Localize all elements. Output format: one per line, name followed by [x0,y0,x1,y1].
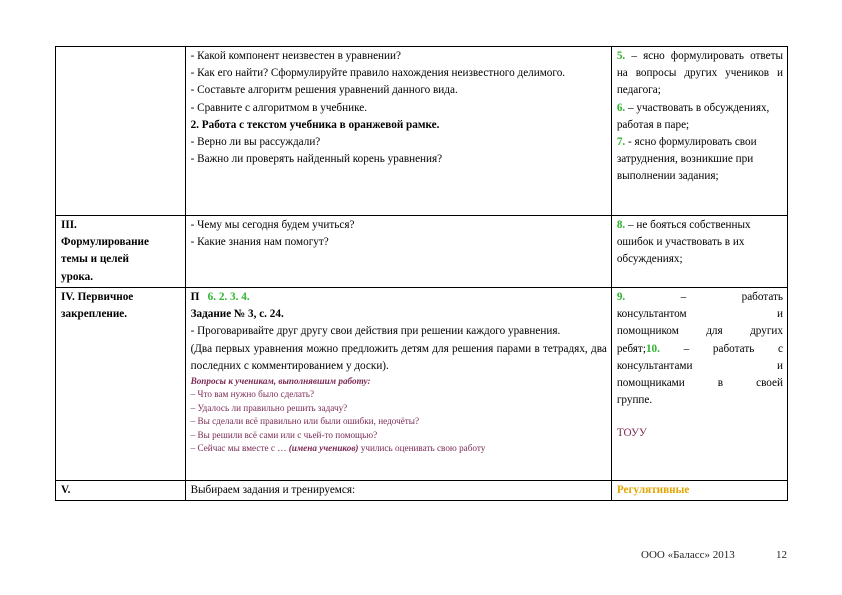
footer-page-number: 12 [776,549,787,561]
criteria-cell [611,216,787,288]
content-line: Выбираем задания и тренируемся: [190,484,356,496]
content-line: - Чему мы сегодня будем учиться? [190,219,355,231]
stage-line: V. [61,484,71,496]
criteria-text: – не бояться собственных ошибок и участвовать в их обсуждениях; [616,219,751,266]
criteria-item [617,134,783,186]
content-cell [185,288,611,481]
criteria-number: 7. [616,136,626,149]
stage-cell [56,481,186,501]
criteria-number: 8. [616,219,626,231]
criteria-text: группе. [616,394,653,407]
table-row [56,216,788,288]
stage-line: IV. Первичное [61,291,134,303]
criteria-text: консультантами и [616,359,783,372]
content-line: - Верно ли вы рассуждали? [190,136,321,149]
criteria-tag: ТОУУ [616,427,647,440]
stage-line: урока. [61,270,94,283]
criteria-number: 6. [616,101,626,114]
criteria-text: – участвовать в обсуждениях, работая в паре; [616,101,770,131]
stage-line: закрепление. [61,308,128,321]
stage-line: темы и целей [61,253,129,266]
stage-cell [56,288,186,481]
criteria-cell [611,47,787,216]
content-line: - Какие знания нам помогут? [190,236,329,249]
content-line: - Сравните с алгоритмом в учебнике. [190,101,367,114]
stage-cell [56,216,186,288]
content-heading: 2. Работа с текстом учебника в оранжевой рамке. [190,118,440,131]
criteria-number: 5. [616,50,626,62]
question-item [191,442,607,455]
question-item: – Что вам нужно было сделать? [190,389,315,400]
stage-line: Формулирование [61,236,149,249]
criteria-text: помощником для других [616,325,783,338]
content-line: (Два первых уравнения можно предложить детям для решения парами в тетрадях, два последних с комментированием у доски). [190,342,607,372]
criteria-text: консультантом и [616,308,783,321]
spacer [617,409,783,425]
criteria-number: 9. [616,291,626,303]
question-item: – Вы сделали всё правильно или были ошибки, недочёты? [190,416,420,427]
content-line: - Составьте алгоритм решения уравнений данного вида. [190,84,458,97]
criteria-text: - ясно формулировать свои затруднения, возникшие при выполнении задания; [616,136,757,183]
criteria-item [617,341,783,358]
content-line: - Проговаривайте друг другу свои действия при решении каждого уравнения. [190,325,561,338]
criteria-item [617,289,783,306]
table-row [56,481,788,501]
table-row [56,288,788,481]
content-line: - Важно ли проверять найденный корень уравнения? [190,153,443,166]
footer-company: ООО «Баласс» 2013 [641,549,735,561]
stage-cell [56,47,186,216]
criteria-text: – работать с [659,342,783,355]
content-line: - Какой компонент неизвестен в уравнении? [190,50,401,62]
task-title: Задание № 3, с. 24. [190,308,284,321]
criteria-cell [611,481,787,501]
criteria-label: Регулятивные [616,484,690,496]
criteria-item [617,217,783,269]
lesson-plan-table [55,46,788,501]
content-cell [185,481,611,501]
criteria-cell [611,288,787,481]
questions-title: Вопросы к ученикам, выполнявшим работу: [190,376,371,387]
criteria-item [617,100,783,134]
criteria-refs: 6. 2. 3. 4. [207,291,250,303]
content-line: - Как его найти? Сформулируйте правило нахождения неизвестного делимого. [190,67,566,80]
criteria-text: помощниками в своей [616,377,783,390]
content-heading [191,289,607,306]
question-text: учились оценивать свою работу [358,443,486,454]
criteria-text: – работать [680,291,783,303]
content-cell [185,47,611,216]
table-row [56,47,788,216]
criteria-text: ребят; [616,342,646,355]
criteria-number: 10. [645,342,660,355]
criteria-text: – ясно формулировать ответы на вопросы других учеников и педагога; [616,50,783,97]
question-text: – Сейчас мы вместе с … [190,443,289,454]
question-emphasis: (имена учеников) [288,443,359,454]
content-letter: П [190,291,200,303]
content-cell [185,216,611,288]
criteria-item [617,48,783,100]
stage-line: III. [61,219,77,231]
question-item: – Вы решили всё сами или с чьей-то помощью? [190,429,378,440]
question-item: – Удалось ли правильно решить задачу? [190,402,348,413]
